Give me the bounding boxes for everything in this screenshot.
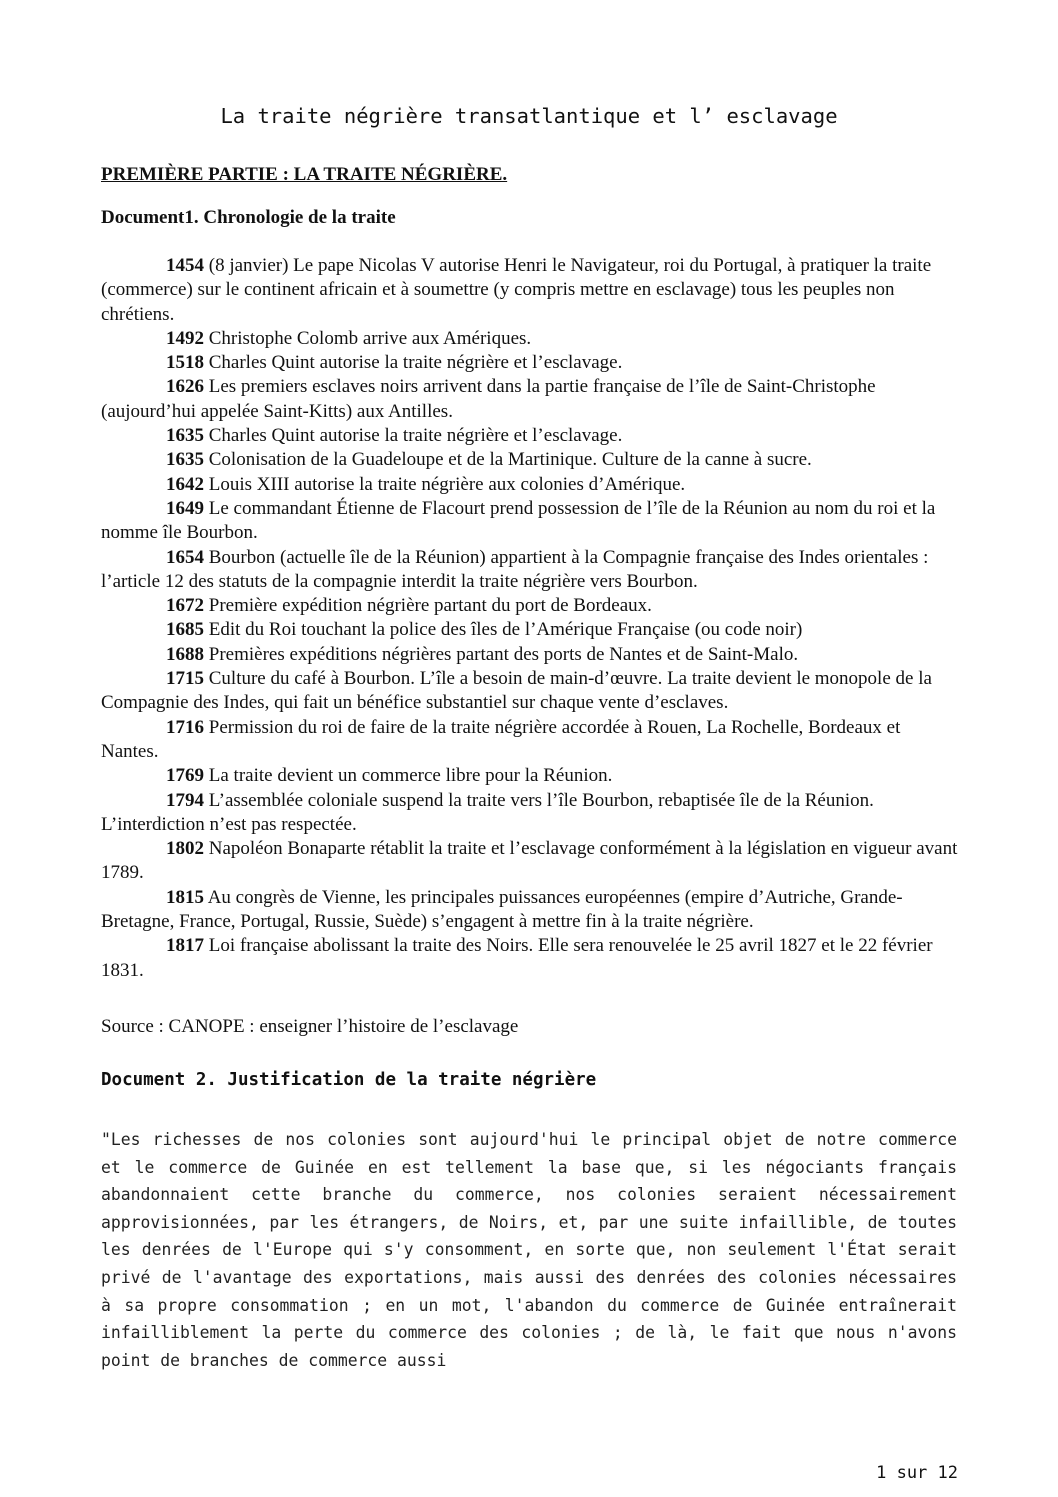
chronology-year: 1716 — [166, 716, 204, 738]
chronology-entry — [101, 375, 961, 424]
chronology-text: Le commandant Étienne de Flacourt prend possession de l’île de la Réunion au nom du roi et la nomme île Bourbon. — [101, 497, 936, 544]
chronology-text: Les premiers esclaves noirs arrivent dans la partie française de l’île de Saint-Christophe (aujourd’hui appelée Saint-Kitts) aux Antilles. — [101, 376, 876, 422]
chronology-entry — [101, 327, 961, 351]
chronology-entry — [101, 934, 961, 983]
chronology-year: 1626 — [166, 376, 204, 398]
chronology-entry — [101, 546, 961, 595]
chronology-text: Culture du café à Bourbon. L’île a besoin de main-d’œuvre. La traite devient le monopole de la Compagnie des Indes, qui fait un bénéfice substantiel sur chaque vente d’esclaves. — [101, 668, 932, 714]
chronology-year: 1715 — [166, 668, 204, 690]
chronology-year: 1769 — [166, 765, 204, 787]
chronology-entry — [101, 716, 961, 765]
chronology-entry — [101, 618, 961, 642]
chronology-year: 1688 — [166, 643, 204, 665]
chronology-year: 1635 — [166, 449, 204, 471]
chronology-entry — [101, 473, 961, 497]
chronology-entry — [101, 837, 961, 886]
page-number: 1 sur 12 — [876, 1463, 958, 1483]
chronology-entry — [101, 886, 961, 935]
chronology-text: Colonisation de la Guadeloupe et de la Martinique. Culture de la canne à sucre. — [204, 449, 812, 471]
chronology-year: 1649 — [166, 497, 204, 519]
document1-heading: Document1. Chronologie de la traite — [101, 207, 396, 228]
chronology-text: Bourbon (actuelle île de la Réunion) appartient à la Compagnie française des Indes orientales : l’article 12 des statuts de la compagnie interdit la traite négrière vers Bourbon. — [101, 546, 929, 592]
chronology-entry — [101, 667, 961, 716]
part-heading: PREMIÈRE PARTIE : LA TRAITE NÉGRIÈRE. — [101, 164, 508, 185]
document1-source: Source : CANOPE : enseigner l’histoire de l’esclavage — [101, 1016, 519, 1037]
chronology-entry — [101, 594, 961, 618]
chronology-year: 1654 — [166, 546, 204, 568]
chronology-entry — [101, 764, 961, 788]
chronology-year: 1642 — [166, 473, 204, 495]
chronology-list — [101, 254, 961, 983]
chronology-text: Loi française abolissant la traite des Noirs. Elle sera renouvelée le 25 avril 1827 et le 22 février 1831. — [101, 935, 933, 981]
chronology-entry — [101, 351, 961, 375]
document2-quote: "Les richesses de nos colonies sont aujourd'hui le principal objet de notre commerce et le commerce de Guinée en est tellement la base que, si les négociants français abandonnaient cette branche du commerce, nos colonies seraient nécessairement approvisionnées, par les étrangers, de Noirs, et, par une suite infaillible, de toutes les denrées de l'Europe qui s'y consomment, en sorte que, non seulement l'État serait privé de l'avantage des exportations, mais aussi des denrées des colonies nécessaires à sa propre consommation ; en un mot, l'abandon du commerce de Guinée entraînerait infailliblement la perte du commerce des colonies ; de là, le fait que nous n'avons point de branches de commerce aussi — [101, 1130, 957, 1370]
chronology-text: L’assemblée coloniale suspend la traite vers l’île Bourbon, rebaptisée île de la Réunion. L’interdiction n’est pas respectée. — [101, 789, 874, 835]
chronology-entry — [101, 424, 961, 448]
chronology-text: Christophe Colomb arrive aux Amériques. — [204, 327, 532, 349]
chronology-year: 1672 — [166, 595, 204, 617]
chronology-entry — [101, 643, 961, 667]
page-title: La traite négrière transatlantique et l’ esclavage — [220, 104, 838, 128]
chronology-text: Louis XIII autorise la traite négrière aux colonies d’Amérique. — [204, 473, 686, 495]
chronology-text: Napoléon Bonaparte rétablit la traite et l’esclavage conformément à la législation en vigueur avant 1789. — [101, 838, 958, 884]
chronology-text: Premières expéditions négrières partant des ports de Nantes et de Saint-Malo. — [204, 643, 799, 665]
chronology-year: 1685 — [166, 619, 204, 641]
chronology-year: 1817 — [166, 935, 204, 957]
chronology-year: 1635 — [166, 425, 204, 447]
chronology-text: La traite devient un commerce libre pour la Réunion. — [204, 765, 613, 787]
chronology-text: Permission du roi de faire de la traite négrière accordée à Rouen, La Rochelle, Bordeaux et Nantes. — [101, 716, 901, 762]
chronology-year: 1518 — [166, 352, 204, 374]
chronology-entry — [101, 497, 961, 546]
chronology-year: 1454 — [166, 255, 204, 276]
chronology-entry — [101, 254, 961, 327]
chronology-text: Charles Quint autorise la traite négrière et l’esclavage. — [204, 352, 623, 374]
chronology-year: 1815 — [166, 886, 204, 908]
chronology-entry — [101, 789, 961, 838]
document2-heading: Document 2. Justification de la traite négrière — [101, 1070, 597, 1090]
chronology-text: Charles Quint autorise la traite négrière et l’esclavage. — [204, 425, 623, 447]
chronology-text: Première expédition négrière partant du port de Bordeaux. — [204, 595, 652, 617]
chronology-year: 1802 — [166, 838, 204, 860]
chronology-entry — [101, 448, 961, 472]
chronology-year: 1794 — [166, 789, 204, 811]
chronology-text: Au congrès de Vienne, les principales puissances européennes (empire d’Autriche, Grande-Bretagne, France, Portugal, Russie, Suède) s’engagent à mettre fin à la traite négrière. — [101, 886, 903, 933]
chronology-text: (8 janvier) Le pape Nicolas V autorise Henri le Navigateur, roi du Portugal, à pratiquer la traite (commerce) sur le continent africain et à soumettre (y compris mettre en esclavage) tous les peuples non chrétiens. — [101, 255, 932, 325]
chronology-year: 1492 — [166, 327, 204, 349]
chronology-text: Edit du Roi touchant la police des îles de l’Amérique Française (ou code noir) — [204, 619, 803, 641]
